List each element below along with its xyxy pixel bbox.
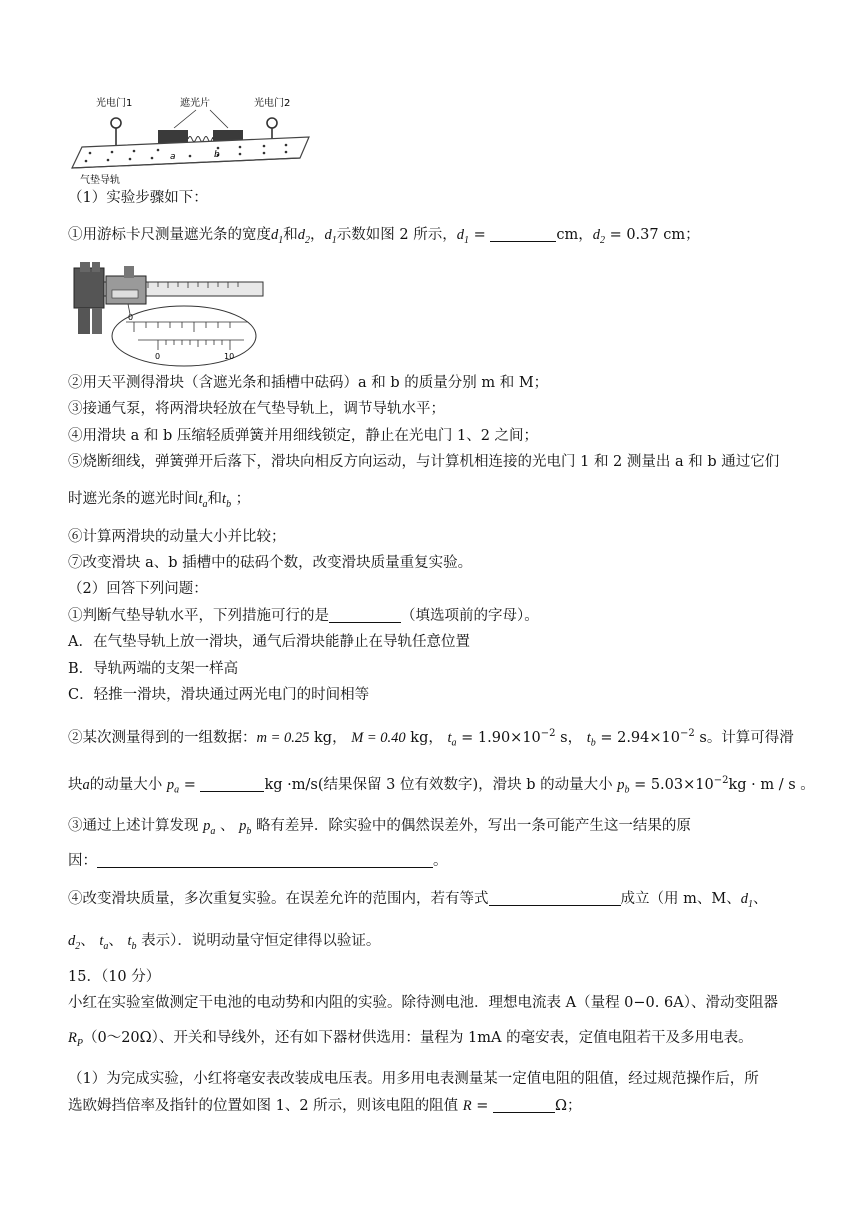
problem15-line3: （1）为完成实验，小红将毫安表改装成电压表。用多用电表测量某一定值电阻的阻值，经过规范操作后，所 xyxy=(68,1071,759,1087)
question4-line1: ④改变滑块质量，多次重复实验。在误差允许的范围内，若有等式 成立（用 m、M、$d_1$、 xyxy=(68,891,768,910)
magnifier-ellipse xyxy=(112,306,256,366)
q1-answer-blank[interactable] xyxy=(329,606,401,623)
q3-answer-blank[interactable] xyxy=(97,851,433,868)
main-scale-zero: 0 xyxy=(128,313,134,322)
label-a: a xyxy=(170,152,176,162)
problem15-line1: 小红在实验室做测定干电池的电动势和内阻的实验。除待测电池．理想电流表 A（量程 0−0. 6A）、滑动变阻器 xyxy=(68,995,778,1011)
question1: ①判断气垫导轨水平，下列措施可行的是 （填选项前的字母）。 xyxy=(68,608,539,624)
step7: ⑦改变滑块 a、b 插槽中的砝码个数，改变滑块质量重复实验。 xyxy=(68,555,473,571)
step6: ⑥计算两滑块的动量大小并比较； xyxy=(68,529,286,545)
problem15-line2: $R_P(0\sim 20\Omega)$、开关和导线外，还有如下器材供选用：量程为 1mA 的毫安表，定值电阻若干及多用电表。 xyxy=(68,1030,753,1049)
gate1-ring xyxy=(111,118,121,128)
gate2-ring xyxy=(267,118,277,128)
question2-line2: 块a的动量大小 $p_a$ = kg ·m/s(结果保留 3 位有效数字)，滑块 b 的动量大小 $p_b = 5.03\times 10^{-2}kg \cdot m / s$ 。 xyxy=(68,775,815,796)
option-c: C．轻推一滑块，滑块通过两光电门的时间相等 xyxy=(68,687,370,703)
part1-heading: （1）实验步骤如下： xyxy=(68,190,208,206)
question4-line2: $d_2$、 $t_a$、 $t_b$ 表示）．说明动量守恒定律得以验证。 xyxy=(68,933,381,952)
option-a: A．在气垫导轨上放一滑块，通气后滑块能静止在导轨任意位置 xyxy=(68,634,470,650)
vernier-caliper-figure xyxy=(68,260,268,370)
gate2-label: 光电门2 xyxy=(254,98,291,109)
step5-line1: ⑤烧断细线，弹簧弹开后落下，滑块向相反方向运动，与计算机相连接的光电门 1 和 2 测量出 a 和 b 通过它们 xyxy=(68,454,780,470)
step4: ④用滑块 a 和 b 压缩轻质弹簧并用细线锁定，静止在光电门 1、2 之间； xyxy=(68,428,539,444)
problem15-line4: 选欧姆挡倍率及指针的位置如图 1、2 所示，则该电阻的阻值 R = Ω； xyxy=(68,1098,582,1114)
part2-heading: （2）回答下列问题： xyxy=(68,581,208,597)
step1: ①用游标卡尺测量遮光条的宽度$d_1$和$d_2$，$d_1$示数如图 2 所示，$d_1$ = cm，$d_2 = 0.37$ cm； xyxy=(68,227,700,246)
d1-answer-blank[interactable] xyxy=(490,225,556,242)
step5-line2: 时遮光条的遮光时间$t_a$和$t_b$ ； xyxy=(68,491,251,510)
step3: ③接通气泵，将两滑块轻放在气垫导轨上，调节导轨水平； xyxy=(68,401,445,417)
question3-line1: ③通过上述计算发现 $p_a$ 、 $p_b$ 略有差异．除实验中的偶然误差外，写出一条可能产生这一结果的原 xyxy=(68,818,691,837)
shutter-label: 遮光片 xyxy=(180,98,210,109)
q4-answer-blank[interactable] xyxy=(489,889,621,906)
vernier-ten: 10 xyxy=(224,352,235,361)
pa-answer-blank[interactable] xyxy=(200,775,264,792)
step2: ②用天平测得滑块（含遮光条和插槽中砝码）a 和 b 的质量分别 m 和 M； xyxy=(68,375,549,391)
gate1-label: 光电门1 xyxy=(96,98,133,109)
air-track-figure xyxy=(68,90,313,186)
vernier-zero: 0 xyxy=(155,352,161,361)
spring xyxy=(188,137,213,142)
question2-line1: ②某次测量得到的一组数据：m = 0.25 kg， M = 0.40 kg， $t_a = 1.90\times 10^{-2}$ s， $t_b = 2.94\times 10^{-2}$ s。计算可得滑 xyxy=(68,728,794,749)
label-b: b xyxy=(214,150,220,160)
problem15-heading: 15．（10 分） xyxy=(68,969,161,985)
question3-line2: 因： 。 xyxy=(68,853,448,869)
option-b: B．导轨两端的支架一样高 xyxy=(68,661,239,677)
track-label: 气垫导轨 xyxy=(80,175,120,186)
resistance-answer-blank[interactable] xyxy=(493,1096,555,1113)
